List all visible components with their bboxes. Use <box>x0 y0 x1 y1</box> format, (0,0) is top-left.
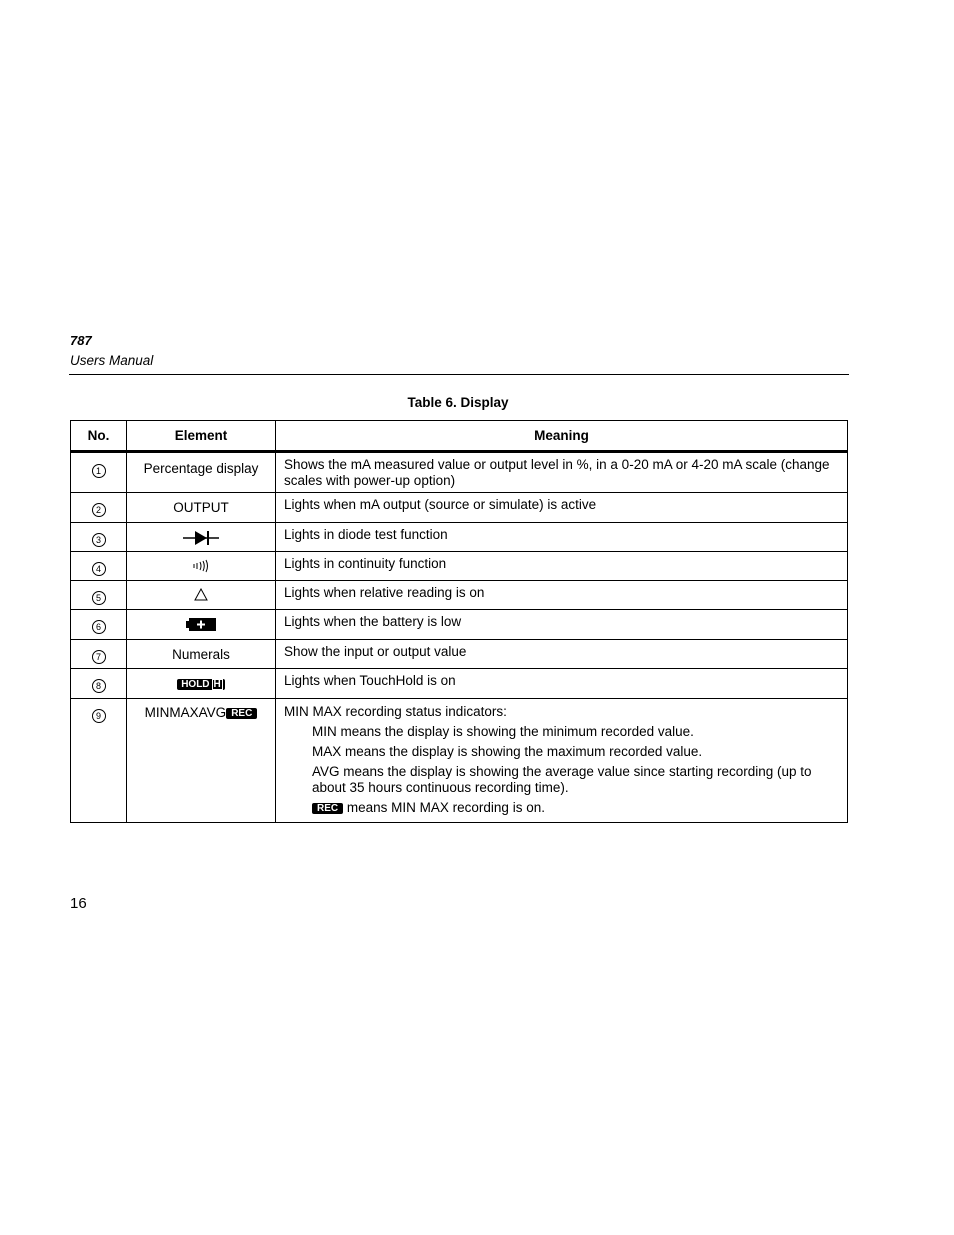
table-row <box>71 610 848 640</box>
column-header-meaning: Meaning <box>276 421 848 452</box>
element-cell <box>127 552 276 581</box>
continuity-icon <box>192 559 210 573</box>
meaning-subitem: AVG means the display is showing the average value since starting recording (up to about 35 hours continuous recording time). <box>312 764 812 795</box>
meaning-cell: Lights when relative reading is on <box>276 581 848 610</box>
row-number: 4 <box>92 562 106 576</box>
meaning-subitem: MAX means the display is showing the maximum recorded value. <box>312 744 703 759</box>
meaning-cell: Lights when TouchHold is on <box>276 669 848 699</box>
table-title: Table 6. Display <box>407 395 509 410</box>
element-cell: Percentage display <box>127 452 276 493</box>
row-number: 9 <box>92 709 106 723</box>
table-row <box>71 640 848 669</box>
element-cell <box>127 699 276 823</box>
element-cell <box>127 523 276 552</box>
display-table <box>70 420 848 823</box>
element-cell: Numerals <box>127 640 276 669</box>
meaning-cell <box>276 699 848 823</box>
row-number: 6 <box>92 620 106 634</box>
element-cell <box>127 669 276 699</box>
table-row <box>71 493 848 523</box>
table-row <box>71 699 848 823</box>
manual-title: Users Manual <box>70 353 154 368</box>
row-number: 8 <box>92 679 106 693</box>
row-number: 3 <box>92 533 106 547</box>
page-number: 16 <box>70 895 87 912</box>
row-number: 7 <box>92 650 106 664</box>
table-row <box>71 581 848 610</box>
rec-badge: REC <box>226 708 257 719</box>
column-header-no: No. <box>71 421 127 452</box>
minmaxavg-label: MINMAXAVG <box>144 705 227 720</box>
meaning-subitem: REC means MIN MAX recording is on. <box>284 800 839 816</box>
element-cell <box>127 610 276 640</box>
meaning-cell: Lights when mA output (source or simulate) is active <box>276 493 848 523</box>
meaning-cell: Shows the mA measured value or output level in %, in a 0-20 mA or 4-20 mA scale (change scales with power-up option) <box>276 452 848 493</box>
delta-triangle-icon <box>194 588 208 601</box>
header-divider <box>69 374 849 375</box>
rec-badge: REC <box>312 803 343 814</box>
element-cell: OUTPUT <box>127 493 276 523</box>
table-row <box>71 523 848 552</box>
battery-low-icon <box>186 618 216 631</box>
diode-icon <box>183 530 219 546</box>
meaning-cell: Lights when the battery is low <box>276 610 848 640</box>
meaning-subitem: MIN means the display is showing the minimum recorded value. <box>312 724 694 739</box>
row-number: 2 <box>92 503 106 517</box>
meaning-intro: MIN MAX recording status indicators: <box>284 704 507 719</box>
meaning-cell: Show the input or output value <box>276 640 848 669</box>
column-header-element: Element <box>127 421 276 452</box>
row-number: 1 <box>92 464 106 478</box>
table-row <box>71 552 848 581</box>
model-number: 787 <box>70 333 92 348</box>
table-row <box>71 669 848 699</box>
meaning-cell: Lights in continuity function <box>276 552 848 581</box>
row-number: 5 <box>92 591 106 605</box>
page-header <box>70 333 849 370</box>
table-row <box>71 452 848 493</box>
table-header-row <box>71 421 848 452</box>
element-cell <box>127 581 276 610</box>
meaning-cell: Lights in diode test function <box>276 523 848 552</box>
hold-badge: HOLD H <box>177 679 225 690</box>
